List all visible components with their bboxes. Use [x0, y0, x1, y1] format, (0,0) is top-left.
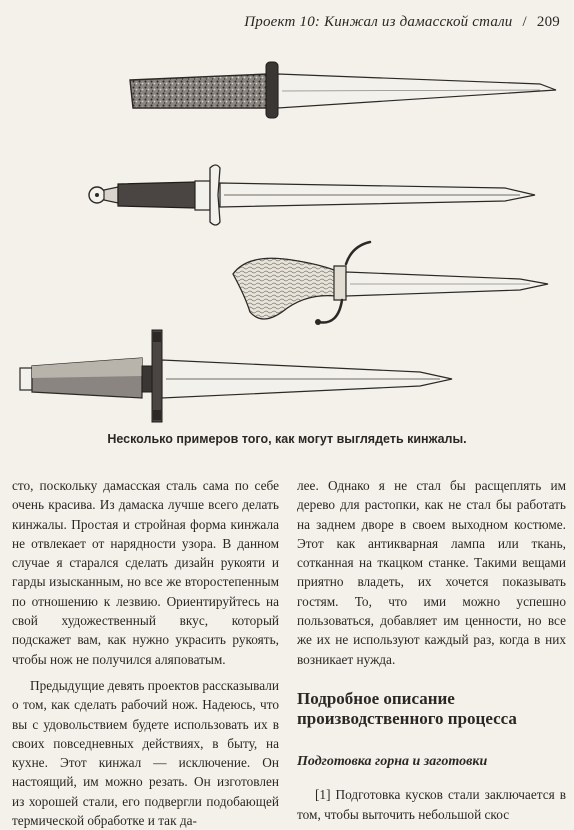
section-heading: Подробное описание производственного процесса: [297, 688, 517, 728]
page-number: 209: [536, 14, 560, 30]
running-head: [244, 14, 560, 31]
dagger-2-icon: [89, 165, 535, 225]
paragraph: Предыдущие девять проектов рассказывали о том, как сделать рабочий нож. Надеюсь, что вы с удовольствием будете использовать их в своих повседневных действиях, в быту, на кухне. Этот кинжал — исключение. Он настоящий, им можно резать. Он изготовлен из хорошей стали, его подвергли подобающей термической обработке и так да-: [12, 677, 279, 829]
dagger-1-icon: [130, 62, 556, 118]
paragraph: лее. Однако я не стал бы расщеплять им дерево для растопки, как не стал бы работать на заднем дворе в своем выходном костюме. Этот как антикварная лампа или ткань, сотканная на ткацком станке. Такими вещами приятно владеть, их хочется показывать гостям. То, что ими можно успешно пользоваться, добавляет им ценности, но все же их не используют каждый раз, когда в них возникает нужда.: [297, 478, 566, 667]
paragraph: [1] Подготовка кусков стали заключается в том, чтобы выточить небольшой скос: [297, 787, 566, 822]
chapter-title: Проект 10: Кинжал из дамасской стали: [244, 14, 513, 30]
paragraph: сто, поскольку дамасская сталь сама по себе очень красива. Из дамаска лучше всего делать кинжалы. Простая и стройная форма кинжала не отвлекает от нарядности узора. В данном случае я старался сделать дизайн рукояти и гарды изысканным, но все же второстепенным по отношению к лезвию. Ориентируйтесь на свой художественный вкус, который подскажет вам, как нужно украсить рукоять, чтобы нож не получился аляповатым.: [12, 478, 279, 667]
subsection-heading: Подготовка горна и заготовки: [297, 753, 488, 769]
header-separator: /: [522, 14, 527, 30]
left-column: [12, 476, 279, 830]
dagger-3-icon: [233, 242, 548, 325]
right-column: [297, 476, 566, 824]
dagger-4-icon: [20, 330, 452, 422]
figure-caption: Несколько примеров того, как могут выглядеть кинжалы.: [107, 432, 467, 446]
dagger-illustrations: [0, 50, 574, 430]
